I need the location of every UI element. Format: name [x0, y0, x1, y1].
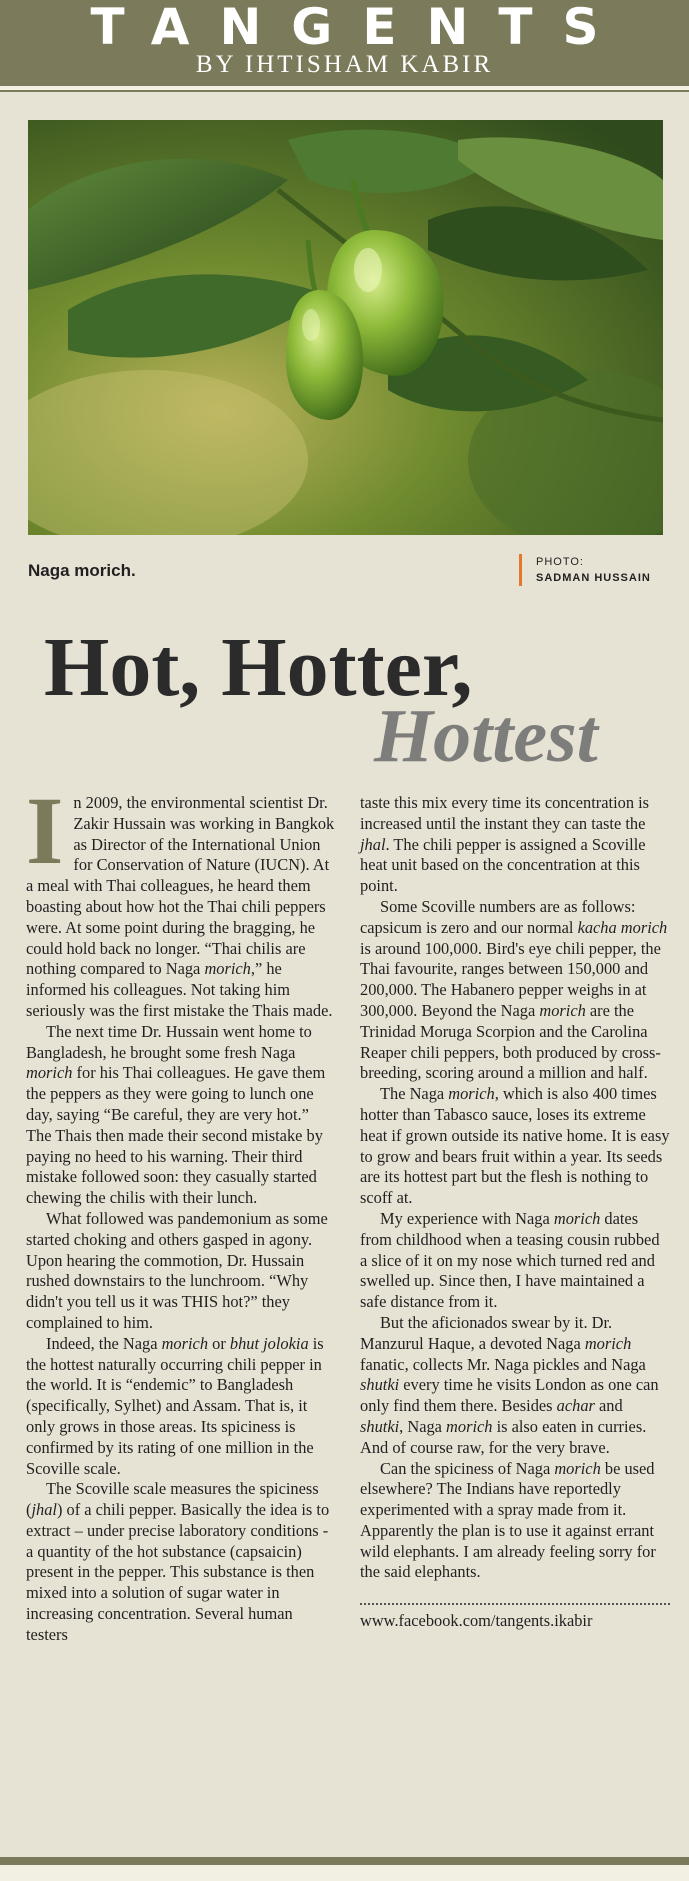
photo-credit-label: PHOTO: [536, 556, 584, 568]
photo-credit-name: SADMAN HUSSAIN [536, 572, 651, 584]
article-paragraph: Indeed, the Naga morich or bhut jolokia is the hottest naturally occurring chili pepper in the world. It is “endemic” to Bangladesh (specifically, Sylhet) and Assam. That is, it only grows in those areas. Its spiciness is confirmed by its rating of one million in the Scoville scale. [26, 1333, 324, 1478]
italic-term: jhal [31, 1500, 57, 1520]
italic-term: morich [554, 1458, 601, 1478]
headline-line-2: Hottest [374, 694, 598, 778]
article-paragraph: But the aficionados swear by it. Dr. Manzurul Haque, a devoted Naga morich fanatic, collects Mr. Naga pickles and Naga shutki every time he visits London as one can only find them there. Besides achar and shutki, Naga morich is also eaten in curries. And of course raw, for the very brave. [360, 1312, 659, 1457]
photo-caption: Naga morich. [28, 561, 136, 580]
masthead-divider [0, 86, 689, 92]
article-paragraph: Can the spiciness of Naga morich be used elsewhere? The Indians have reportedly experimented with a spray made from it. Apparently the plan is to use it against errant wild elephants. I am already feeling sorry for the said elephants. [360, 1458, 656, 1582]
italic-term: kacha morich [577, 917, 668, 937]
italic-term: morich [26, 1063, 73, 1083]
article-paragraph: taste this mix every time its concentration is increased until the instant they can taste the jhal. The chili pepper is assigned a Scoville heat unit based on the concentration at this point. [360, 793, 650, 896]
article-paragraph: The Scoville scale measures the spiciness (jhal) of a chili pepper. Basically the idea is to extract – under precise laboratory conditions - a quantity of the hot substance (capsaicin) present in the pepper. This substance is then mixed into a solution of sugar water in increasing concentration. Several human testers [26, 1479, 330, 1644]
italic-term: bhut jolokia [229, 1333, 309, 1353]
italic-term: morich [539, 1000, 586, 1020]
article-column-2 [360, 793, 670, 1833]
italic-term: morich [553, 1208, 601, 1228]
drop-cap: I [26, 777, 64, 884]
italic-term: morich [446, 1416, 493, 1436]
article-paragraph: Some Scoville numbers are as follows: capsicum is zero and our normal kacha morich is around 100,000. Bird's eye chili pepper, the Thai favourite, ranges between 150,000 and 200,000. The Habanero pepper weighs in at 300,000. Beyond the Naga morich are the Trinidad Moruga Scorpion and the Carolina Reaper chili peppers, both produced by cross-breeding, scoring around a million and half. [360, 896, 668, 1083]
italic-term: morich [448, 1084, 495, 1104]
photo-credit [519, 554, 651, 586]
masthead [0, 0, 689, 86]
article-paragraph: The Naga morich, which is also 400 times hotter than Tabasco sauce, loses its extreme heat if grown outside its native home. It is easy to grow and bears fruit within a year. Its seeds are its hottest part but the flesh is nothing to scoff at. [360, 1084, 670, 1208]
italic-term: morich [584, 1333, 632, 1353]
article-column-2-text [360, 793, 670, 1583]
italic-term: morich [161, 1333, 209, 1353]
article-paragraph: The next time Dr. Hussain went home to Bangladesh, he brought some fresh Naga morich for his Thai colleagues. He gave them the peppers as they were going to lunch one day, saying “Be careful, they are very hot.” The Thais then made their second mistake by paying no heed to his warning. Their third mistake followed soon: they casually started chewing the chilis with their lunch. [26, 1021, 326, 1208]
masthead-title: TANGENTS [90, 0, 629, 56]
footer-divider [360, 1603, 670, 1605]
bottom-rule [0, 1857, 689, 1881]
italic-term: jhal [360, 834, 386, 854]
chili-pepper-photo [28, 120, 663, 535]
italic-term: achar [556, 1396, 595, 1416]
headline-line-1: Hot, Hotter, [44, 621, 473, 714]
italic-term: shutki [360, 1416, 400, 1436]
article-paragraph: My experience with Naga morich dates from childhood when a teasing cousin rubbed a slice of it on my nose which turned red and swelled up. Since then, I have maintained a safe distance from it. [360, 1208, 660, 1312]
italic-term: morich [204, 959, 251, 979]
article-body [26, 777, 670, 1833]
chili-pepper-illustration [28, 120, 663, 535]
masthead-byline: BY IHTISHAM KABIR [195, 51, 494, 78]
article-column-1 [26, 777, 336, 1833]
article-paragraph: What followed was pandemonium as some started choking and others gasped in agony. Upon hearing the commotion, Dr. Hussain rushed downstairs to the lunchroom. “Why didn't you tell us it was THIS hot?” they complained to him. [26, 1208, 328, 1332]
italic-term: shutki [360, 1375, 400, 1395]
article-paragraph: In 2009, the environmental scientist Dr. Zakir Hussain was working in Bangkok as Director of the International Union for Conservation of Nature (IUCN). At a meal with Thai colleagues, he heard them boasting about how hot the Thai chili peppers were. At some point during the bragging, he could hold back no longer. “Thai chilis are nothing compared to Naga morich,” he informed his colleagues. Not taking him seriously was the first mistake the Thais made. [26, 793, 336, 1022]
facebook-link[interactable]: www.facebook.com/tangents.ikabir [360, 1611, 593, 1631]
